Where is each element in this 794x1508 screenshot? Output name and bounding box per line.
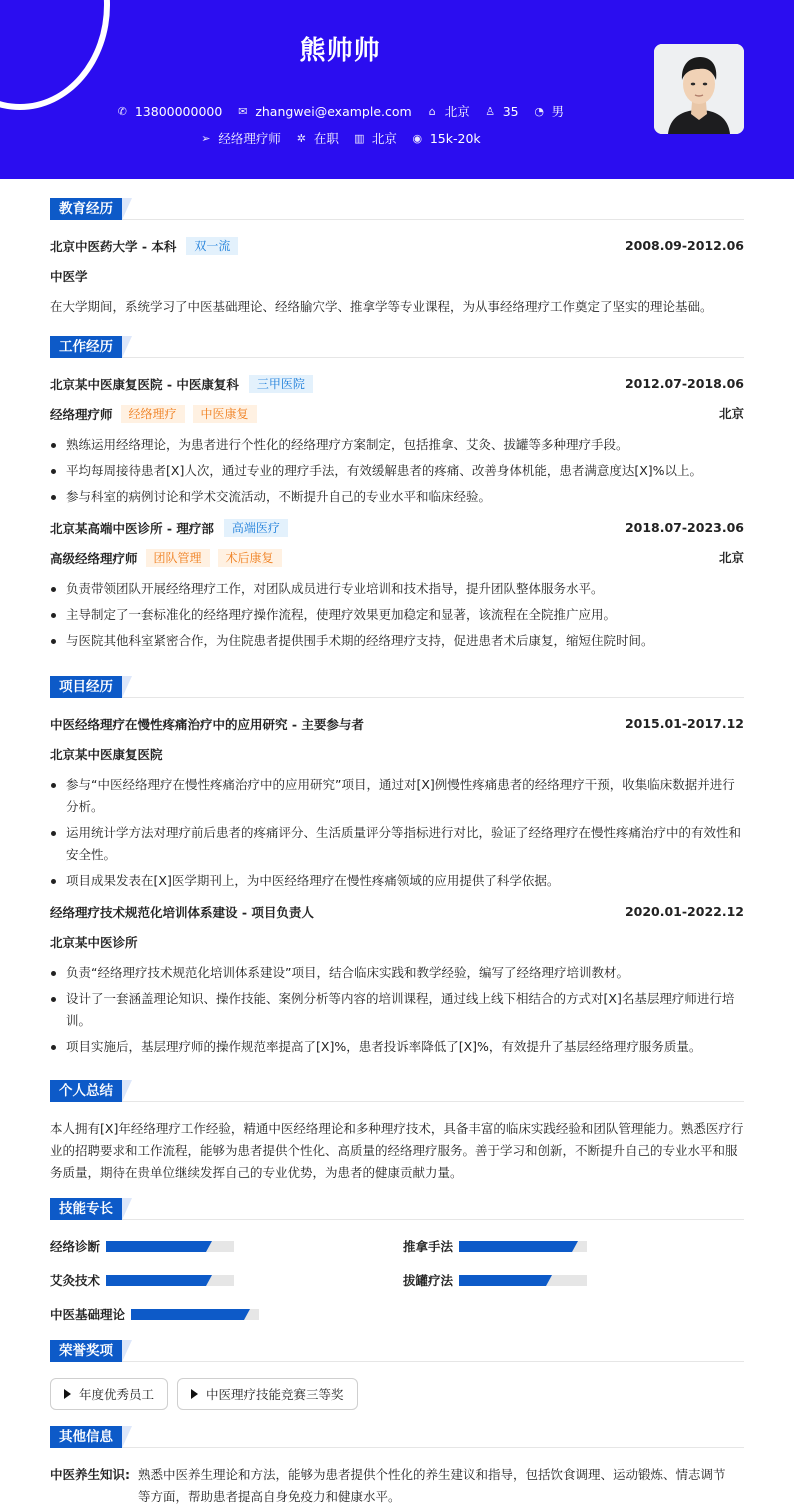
skills-section-header (50, 1198, 744, 1220)
project-item (50, 902, 744, 1058)
bullet-item: 参与科室的病例讨论和学术交流活动，不断提升自己的专业水平和临床经验。 (50, 486, 744, 508)
work-city: 北京 (718, 550, 744, 565)
contact-phone (116, 102, 222, 120)
work-org: 北京某中医康复医院 - 中医康复科 (50, 377, 239, 392)
contact-email (236, 102, 411, 120)
phone-text: 13800000000 (134, 103, 223, 119)
project-org: 北京某中医康复医院 (50, 747, 163, 762)
skill-bar (459, 1241, 587, 1252)
work-section-header (50, 336, 744, 358)
award-chip (177, 1378, 358, 1410)
section-title: 项目经历 (50, 676, 122, 698)
position-text: 经络理疗师 (218, 131, 281, 146)
mail-icon: ✉ (238, 104, 248, 118)
send-icon: ➢ (201, 131, 211, 145)
bullet-item: 主导制定了一套标准化的经络理疗操作流程，使理疗效果更加稳定和显著，该流程在全院推广应用。 (50, 604, 744, 626)
skill-bar-fill (131, 1309, 244, 1320)
project-bullets (50, 962, 744, 1058)
other-info-row (50, 1464, 744, 1508)
work-item (50, 374, 744, 508)
work-date: 2012.07-2018.06 (624, 376, 744, 391)
triangle-icon (191, 1389, 198, 1399)
city-text: 北京 (444, 104, 470, 119)
home-icon: ⌂ (428, 104, 436, 118)
projects-section-header (50, 676, 744, 698)
work-date: 2018.07-2023.06 (624, 520, 744, 535)
school-tag: 双一流 (186, 237, 238, 255)
section-title: 其他信息 (50, 1426, 122, 1448)
work-item (50, 518, 744, 652)
bullet-item: 运用统计学方法对理疗前后患者的疼痛评分、生活质量评分等指标进行对比，验证了经络理疗在慢性疼痛治疗中的有效性和安全性。 (50, 822, 744, 866)
skill-tag: 经络理疗 (121, 405, 185, 423)
gender-text: 男 (551, 104, 565, 119)
bullet-item: 熟练运用经络理论，为患者进行个性化的经络理疗方案制定，包括推拿、艾灸、拔罐等多种理疗手段。 (50, 434, 744, 456)
contact-gender (533, 102, 565, 120)
skill-bar (459, 1275, 587, 1286)
building-icon: ▥ (354, 131, 365, 145)
triangle-icon (64, 1389, 71, 1399)
bullet-item: 负责带领团队开展经络理疗工作，对团队成员进行专业培训和技术指导，提升团队整体服务水平。 (50, 578, 744, 600)
skill-bar-fill (459, 1275, 546, 1286)
education-major: 中医学 (50, 269, 88, 284)
skill-bar (106, 1275, 234, 1286)
work-org-row (50, 374, 744, 394)
bullet-item: 设计了一套涵盖理论知识、操作技能、案例分析等内容的培训课程，通过线上线下相结合的方式对[X]名基层理疗师进行培训。 (50, 988, 744, 1032)
project-name-row (50, 902, 744, 922)
work-org-row (50, 518, 744, 538)
gender-icon: ◔ (534, 104, 544, 118)
summary-text: 本人拥有[X]年经络理疗工作经验，精通中医经络理论和多种理疗技术，具备丰富的临床实践经验和团队管理能力。熟悉医疗行业的招聘要求和工作流程，能够为患者提供个性化、高质量的经络理疗服务。善于学习和创新，不断提升自己的专业水平和服务质量，期待在贵单位继续发挥自己的专业优势，为患者的健康贡献力量。 (50, 1121, 744, 1180)
skill-bar-fill (106, 1275, 206, 1286)
phone-icon: ✆ (117, 104, 127, 118)
other-info-label: 中医养生知识: (50, 1467, 130, 1482)
skill-item (50, 1236, 234, 1256)
age-icon: ♙ (485, 104, 496, 118)
other-section-header (50, 1426, 744, 1448)
section-title: 荣誉奖项 (50, 1340, 122, 1362)
candidate-name: 熊帅帅 (299, 36, 381, 66)
intent-position (199, 129, 281, 147)
bullet-item: 平均每周接待患者[X]人次，通过专业的理疗手法，有效缓解患者的疼痛、改善身体机能，患者满意度达[X]%以上。 (50, 460, 744, 482)
project-date: 2015.01-2017.12 (624, 716, 744, 731)
skill-bar (106, 1241, 234, 1252)
award-label: 年度优秀员工 (79, 1387, 155, 1402)
work-role-row (50, 404, 744, 424)
salary-text: 15k-20k (429, 130, 481, 146)
skill-tag: 团队管理 (146, 549, 210, 567)
org-tag: 三甲医院 (249, 375, 313, 393)
skill-bar-fill (459, 1241, 572, 1252)
skill-name: 拔罐疗法 (403, 1273, 454, 1288)
contact-city (426, 102, 470, 120)
profile-photo (654, 44, 744, 134)
skills-grid (50, 1236, 744, 1340)
skill-name: 经络诊断 (50, 1239, 101, 1254)
contact-row (0, 102, 680, 120)
section-title: 工作经历 (50, 336, 122, 358)
skill-item (403, 1236, 587, 1256)
salary-icon: ◉ (412, 131, 423, 145)
work-role: 经络理疗师 (50, 407, 113, 422)
skill-tag: 术后康复 (218, 549, 282, 567)
status-text: 在职 (313, 131, 339, 146)
intent-salary (411, 129, 481, 147)
work-bullets (50, 434, 744, 508)
award-chip (50, 1378, 168, 1410)
skill-item (50, 1304, 259, 1324)
work-bullets (50, 578, 744, 652)
bullet-item: 项目实施后，基层理疗师的操作规范率提高了[X]%，患者投诉率降低了[X]%，有效提升了基层经络理疗服务质量。 (50, 1036, 744, 1058)
intent-city-text: 北京 (371, 131, 397, 146)
resume-body (50, 179, 744, 1508)
email-text: zhangwei@example.com (255, 103, 412, 119)
work-org: 北京某高端中医诊所 - 理疗部 (50, 521, 214, 536)
bullet-item: 参与“中医经络理疗在慢性疼痛治疗中的应用研究”项目，通过对[X]例慢性疼痛患者的经络理疗干预，收集临床数据并进行分析。 (50, 774, 744, 818)
work-city: 北京 (718, 406, 744, 421)
skill-name: 中医基础理论 (50, 1307, 126, 1322)
job-intent-row (0, 129, 680, 147)
project-org: 北京某中医诊所 (50, 935, 138, 950)
status-icon: ✲ (296, 131, 306, 145)
bullet-item: 项目成果发表在[X]医学期刊上，为中医经络理疗在慢性疼痛领域的应用提供了科学依据。 (50, 870, 744, 892)
awards-list (50, 1378, 744, 1410)
project-bullets (50, 774, 744, 892)
skill-bar-fill (106, 1241, 206, 1252)
project-name: 经络理疗技术规范化培训体系建设 - 项目负责人 (50, 905, 314, 920)
resume-header (0, 0, 794, 179)
award-label: 中医理疗技能竞赛三等奖 (206, 1387, 344, 1402)
project-name-row (50, 714, 744, 734)
skill-tag: 中医康复 (193, 405, 257, 423)
skill-name: 推拿手法 (403, 1239, 454, 1254)
education-date: 2008.09-2012.06 (624, 238, 744, 253)
awards-section-header (50, 1340, 744, 1362)
section-title: 技能专长 (50, 1198, 122, 1220)
work-role: 高级经络理疗师 (50, 551, 138, 566)
education-section-header (50, 198, 744, 220)
skill-item (50, 1270, 234, 1290)
summary-section-header (50, 1080, 744, 1102)
contact-age (484, 102, 519, 120)
intent-city (353, 129, 397, 147)
org-tag: 高端医疗 (224, 519, 288, 537)
section-title: 个人总结 (50, 1080, 122, 1102)
project-name: 中医经络理疗在慢性疼痛治疗中的应用研究 - 主要参与者 (50, 717, 364, 732)
skill-bar (131, 1309, 259, 1320)
section-title: 教育经历 (50, 198, 122, 220)
project-item (50, 714, 744, 892)
bullet-item: 负责“经络理疗技术规范化培训体系建设”项目，结合临床实践和教学经验，编写了经络理疗培训教材。 (50, 962, 744, 984)
education-school-row (50, 236, 744, 256)
project-date: 2020.01-2022.12 (624, 904, 744, 919)
skill-item (403, 1270, 587, 1290)
age-text: 35 (502, 103, 519, 119)
education-description: 在大学期间，系统学习了中医基础理论、经络腧穴学、推拿学等专业课程，为从事经络理疗工作奠定了坚实的理论基础。 (50, 299, 713, 314)
other-info-text: 熟悉中医养生理论和方法，能够为患者提供个性化的养生建议和指导，包括饮食调理、运动锻炼、情志调节等方面，帮助患者提高自身免疫力和健康水平。 (138, 1467, 726, 1504)
bullet-item: 与医院其他科室紧密合作，为住院患者提供围手术期的经络理疗支持，促进患者术后康复，缩短住院时间。 (50, 630, 744, 652)
school-name: 北京中医药大学 - 本科 (50, 239, 177, 254)
work-role-row (50, 548, 744, 568)
skill-name: 艾灸技术 (50, 1273, 101, 1288)
intent-status (295, 129, 339, 147)
